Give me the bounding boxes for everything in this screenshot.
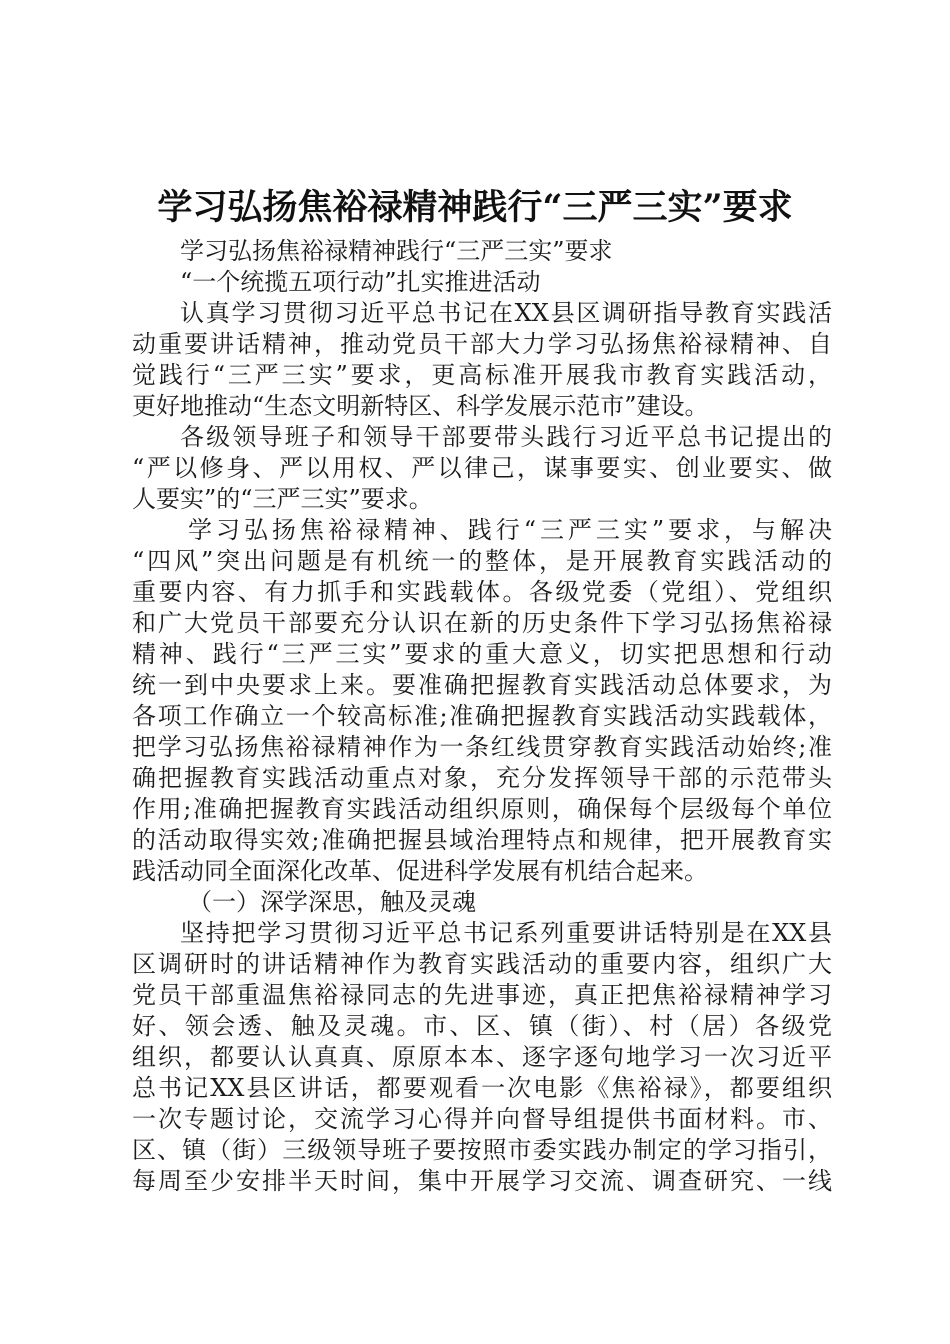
paragraph-line: 每周至少安排半天时间，集中开展学习交流、调查研究、一线 [132,1167,832,1195]
paragraph-line: 人要实”的“三严三实”要求。 [132,485,433,513]
paragraph-line: 更好地推动“生态文明新特区、科学发展示范市”建设。 [132,392,709,420]
paragraph-line: 组织，都要认认真真、原原本本、逐字逐句地学习一次习近平 [132,1043,832,1071]
paragraph-line: 把学习弘扬焦裕禄精神作为一条红线贯穿教育实践活动始终;准 [132,733,832,761]
paragraph-line: 精神、践行“三严三实”要求的重大意义，切实把思想和行动 [132,640,832,668]
section-heading: （一）深学深思，触及灵魂 [188,888,476,916]
paragraph-line: 统一到中央要求上来。要准确把握教育实践活动总体要求，为 [132,671,832,699]
document-body [132,236,832,1197]
paragraph-line: 各项工作确立一个较高标准;准确把握教育实践活动实践载体， [132,702,832,730]
paragraph-line: 好、领会透、触及灵魂。市、区、镇（街）、村（居）各级党 [132,1012,832,1040]
paragraph-line: 总书记XX县区讲话，都要观看一次电影《焦裕禄》，都要组织 [132,1074,832,1102]
paragraph-line: 区调研时的讲话精神作为教育实践活动的重要内容，组织广大 [132,950,832,978]
paragraph-line: 作用;准确把握教育实践活动组织原则，确保每个层级每个单位 [132,795,832,823]
paragraph-line: “严以修身、严以用权、严以律己，谋事要实、创业要实、做 [132,454,832,482]
paragraph-line: 坚持把学习贯彻习近平总书记系列重要讲话特别是在XX县 [180,919,832,947]
subtitle-line: “一个统揽五项行动”扎实推进活动 [180,268,541,296]
paragraph-line: 觉践行“三严三实”要求，更高标准开展我市教育实践活动， [132,361,832,389]
paragraph-line: 党员干部重温焦裕禄同志的先进事迹，真正把焦裕禄精神学习 [132,981,832,1009]
paragraph-line: 一次专题讨论，交流学习心得并向督导组提供书面材料。市、 [132,1105,832,1133]
paragraph-line: 各级领导班子和领导干部要带头践行习近平总书记提出的 [180,423,832,451]
paragraph-line: 践活动同全面深化改革、促进科学发展有机结合起来。 [132,857,708,885]
subtitle-line: 学习弘扬焦裕禄精神践行“三严三实”要求 [180,237,613,265]
paragraph-line: “四风”突出问题是有机统一的整体，是开展教育实践活动的 [132,547,832,575]
paragraph-line: 确把握教育实践活动重点对象，充分发挥领导干部的示范带头 [132,764,832,792]
paragraph-line: 和广大党员干部要充分认识在新的历史条件下学习弘扬焦裕禄 [132,609,832,637]
document-title: 学习弘扬焦裕禄精神践行“三严三实”要求 [157,187,793,228]
paragraph-line: 的活动取得实效;准确把握县域治理特点和规律，把开展教育实 [132,826,832,854]
paragraph-line: 学习弘扬焦裕禄精神、践行“三严三实”要求，与解决 [188,516,832,544]
paragraph-line: 认真学习贯彻习近平总书记在XX县区调研指导教育实践活 [180,299,832,327]
paragraph-line: 区、镇（街）三级领导班子要按照市委实践办制定的学习指引， [132,1136,832,1164]
paragraph-line: 重要内容、有力抓手和实践载体。各级党委（党组）、党组织 [132,578,832,606]
paragraph-line: 动重要讲话精神，推动党员干部大力学习弘扬焦裕禄精神、自 [132,330,832,358]
